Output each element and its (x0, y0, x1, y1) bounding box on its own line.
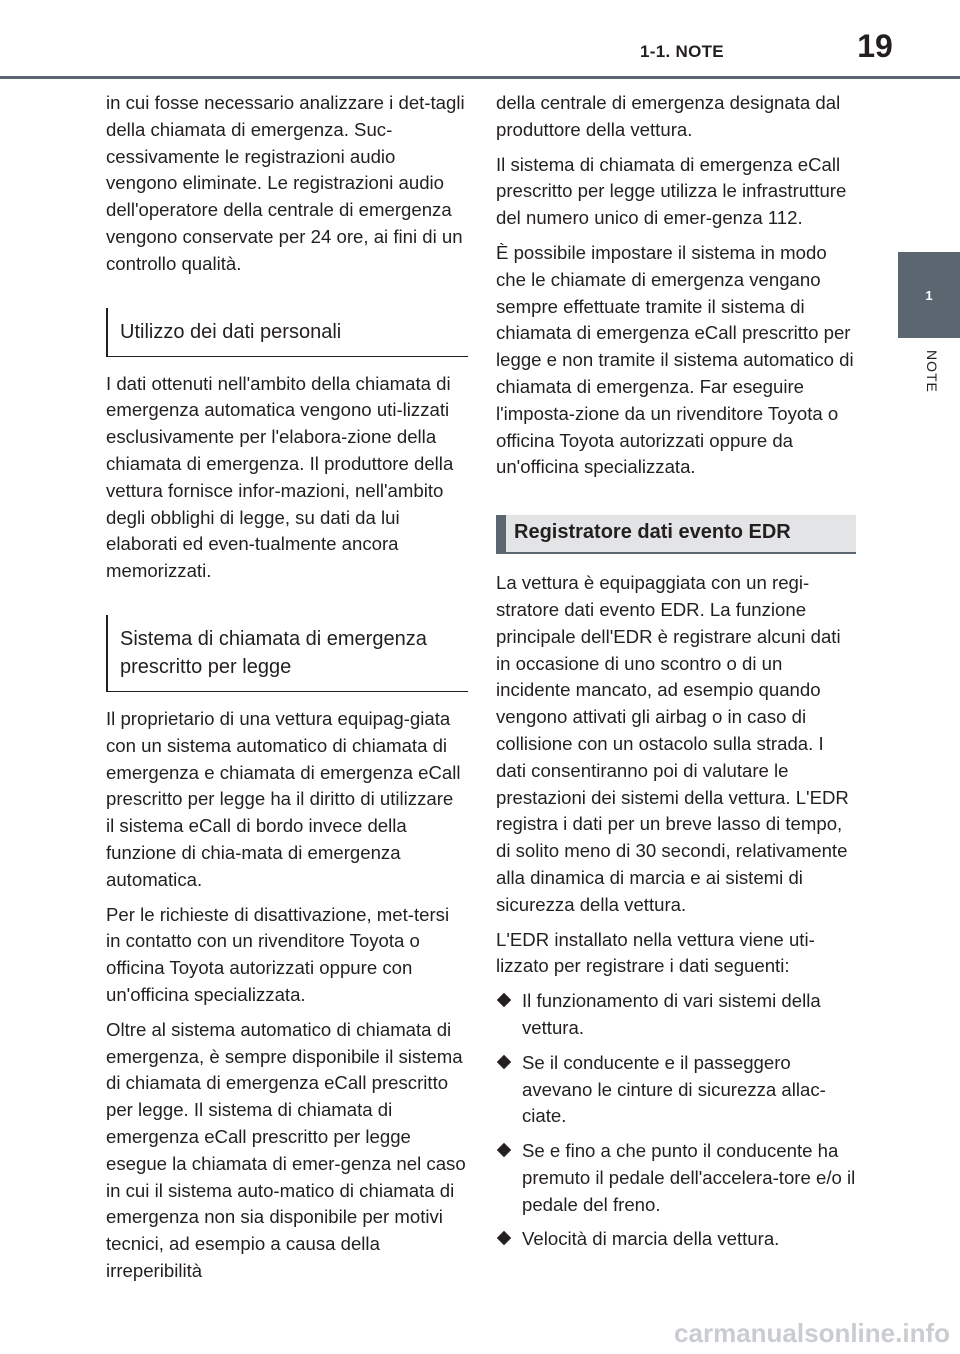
page-header (0, 0, 960, 78)
edr-data-list (496, 988, 856, 1253)
section-heading-ecall: Sistema di chiamata di emergenza prescritto per legge (106, 615, 468, 692)
left-column (106, 90, 466, 1293)
chapter-tab[interactable]: 1 (898, 252, 960, 338)
paragraph: L'EDR installato nella vettura viene uti-lizzato per registrare i dati seguenti: (496, 928, 815, 977)
header-divider (0, 76, 960, 79)
list-item (496, 1138, 856, 1218)
list-item (496, 988, 856, 1042)
paragraph: della centrale di emergenza designata dal produttore della vettura. (496, 92, 841, 140)
paragraph: La vettura è equipaggiata con un regi-stratore dati evento EDR. La funzione principale dell'EDR è registrare alcuni dati in occasione di uno scontro o di un incidente mancato, ad esempio quando vengono attivati gli airbag o in caso di collisione con un ostacolo sulla strada. I dati consentiranno poi di valutare le prestazioni dei sistemi della vettura. L'EDR registra i dati per un breve lasso di tempo, di solito meno di 30 secondi, relativamente alla dinamica di marcia e ai sistemi di sicurezza della vettura. (496, 572, 849, 915)
list-item-text: Il funzionamento di vari sistemi della vettura. (522, 990, 821, 1038)
list-item (496, 1050, 856, 1130)
section-heading-edr: Registratore dati evento EDR (496, 515, 856, 554)
diamond-bullet-icon (497, 1143, 511, 1157)
chapter-label: NOTE (924, 350, 940, 393)
paragraph: Per le richieste di disattivazione, met-tersi in contatto con un rivenditore Toyota o officina Toyota autorizzati oppure con un'officina specializzata. (106, 903, 450, 1005)
paragraph: È possibile impostare il sistema in modo che le chiamate di emergenza vengano sempre effettuate tramite il sistema di chiamata di emergenza eCall prescritto per legge e non tramite il sistema automatico di chiamata di emergenza. Far eseguire l'imposta-zione da un rivenditore Toyota o officina Toyota autorizzati oppure da un'officina specializzata. (496, 241, 854, 478)
right-column (496, 90, 856, 1261)
paragraph: Oltre al sistema automatico di chiamata di emergenza, è sempre disponibile il sistema di chiamata di emergenza eCall prescritto per legge. Il sistema di chiamata di emergenza eCall prescritto per legge esegue la chiamata di emer-genza nel caso in cui il sistema auto-matico di chiamata di emergenza non sia disponibile per motivi tecnici, ad esempio a causa della irreperibilità (106, 1018, 466, 1281)
diamond-bullet-icon (497, 1231, 511, 1245)
diamond-bullet-icon (497, 993, 511, 1007)
paragraph: Il proprietario di una vettura equipag-giata con un sistema automatico di chiamata di emergenza e chiamata di emergenza eCall prescritto per legge ha il diritto di utilizzare il sistema eCall di bordo invece della funzione di chia-mata di emergenza automatica. (106, 707, 461, 890)
watermark: carmanualsonline.info (674, 1318, 950, 1348)
page-number: 19 (857, 28, 893, 64)
paragraph: in cui fosse necessario analizzare i det-tagli della chiamata di emergenza. Suc-cessivamente le registrazioni audio vengono eliminate. Le registrazioni audio dell'operatore della centrale di emergenza vengono conservate per 24 ore, ai fini di un controllo qualità. (106, 92, 465, 274)
paragraph: Il sistema di chiamata di emergenza eCall prescritto per legge utilizza le infrastrutture del numero unico di emer-genza 112. (496, 153, 847, 229)
list-item-text: Se il conducente e il passeggero avevano le cinture di sicurezza allac-ciate. (522, 1051, 826, 1127)
section-heading-personal-data: Utilizzo dei dati personali (106, 308, 468, 357)
list-item-text: Se e fino a che punto il conducente ha premuto il pedale dell'accelera-tore e/o il pedale del freno. (522, 1140, 856, 1215)
list-item (496, 1226, 856, 1253)
paragraph: I dati ottenuti nell'ambito della chiamata di emergenza automatica vengono uti-lizzati esclusivamente per l'elabora-zione della chiamata di emergenza. Il produttore della vettura fornisce infor-mazioni, nell'ambito degli obblighi di legge, su dati da lui elaborati ed even-tualmente ancora memorizzati. (106, 372, 454, 582)
section-title: 1-1. NOTE (640, 42, 724, 61)
list-item-text: Velocità di marcia della vettura. (522, 1228, 780, 1250)
diamond-bullet-icon (497, 1054, 511, 1068)
